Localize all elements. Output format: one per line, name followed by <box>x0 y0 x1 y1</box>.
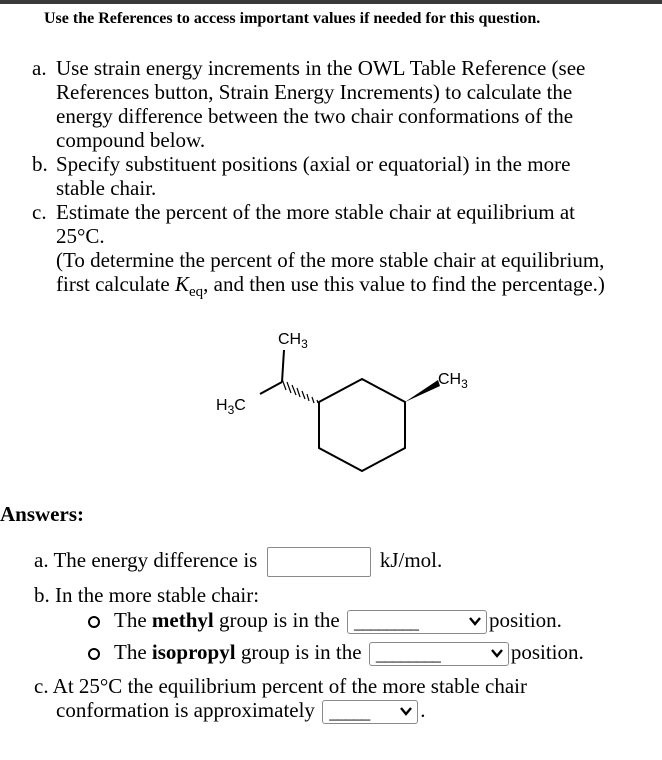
question-a-line: compound below. <box>56 128 206 152</box>
methyl-bold: methyl <box>151 608 214 632</box>
chevron-down-icon <box>490 646 504 660</box>
question-c-line: Estimate the percent of the more stable chair at equilibrium at <box>56 200 575 224</box>
cyclohexane-ring <box>319 379 405 471</box>
iso-select-value: ________ <box>375 644 440 665</box>
question-c-note-2 <box>56 272 605 304</box>
solid-wedge-bond <box>405 380 440 402</box>
bullet-icon <box>88 648 100 660</box>
chevron-down-icon <box>399 704 413 718</box>
answer-c-text: conformation is approximately <box>56 698 315 722</box>
bond-to-left-methyl <box>260 382 282 394</box>
question-b-label: b. <box>32 152 48 176</box>
answer-a-unit: kJ/mol. <box>379 547 443 572</box>
question-a-line: energy difference between the two chair conformations of the <box>56 104 574 128</box>
methyl-position-select[interactable] <box>347 610 487 634</box>
methyl-post: position. <box>488 608 562 632</box>
references-note: Use the References to access important values if needed for this question. <box>44 10 541 27</box>
answer-c-period: . <box>420 698 426 722</box>
answer-a-text: a. The energy difference is <box>34 547 258 572</box>
methyl-pre: The <box>114 608 152 632</box>
methyl-select-value: ________ <box>353 612 418 633</box>
top-border <box>0 0 662 4</box>
iso-post: position. <box>510 640 584 664</box>
question-a-label: a. <box>32 56 47 80</box>
methyl-row <box>88 608 562 634</box>
question-c-line: 25°C. <box>56 224 105 248</box>
energy-difference-input[interactable] <box>267 547 371 577</box>
question-b-line: Specify substituent positions (axial or equatorial) in the more <box>56 152 571 176</box>
bullet-icon <box>88 616 100 628</box>
bond-to-top-methyl <box>282 350 284 382</box>
chevron-down-icon <box>468 614 482 628</box>
percent-select-value: _____ <box>329 702 370 723</box>
iso-mid: group is in the <box>235 640 362 664</box>
note-text-post: , and then use this value to find the percentage.) <box>203 272 605 296</box>
question-c-note: (To determine the percent of the more stable chair at equilibrium, <box>56 248 605 272</box>
question-b-line: stable chair. <box>56 176 157 200</box>
iso-bold: isopropyl <box>151 640 236 664</box>
answer-c-line1: c. At 25°C the equilibrium percent of the more stable chair <box>34 674 527 698</box>
k-symbol: K <box>174 272 189 296</box>
percent-select[interactable] <box>322 700 418 724</box>
molecule-structure <box>200 318 500 478</box>
label-h3c-left: $H_3C$ <box>216 397 246 417</box>
answer-c-row <box>56 698 425 724</box>
hashed-wedge-bond <box>282 379 318 403</box>
question-a-line: Use strain energy increments in the OWL Table Reference (see <box>56 56 586 80</box>
iso-pre: The <box>114 640 152 664</box>
isopropyl-row <box>88 640 584 666</box>
answer-a-row <box>34 547 442 577</box>
answers-heading: Answers: <box>0 502 84 526</box>
answer-b-text: b. In the more stable chair: <box>34 583 260 607</box>
label-ch3-right: $CH_3$ <box>438 371 468 391</box>
question-c-label: c. <box>32 200 47 224</box>
note-text-pre: first calculate <box>56 272 175 296</box>
methyl-mid: group is in the <box>213 608 340 632</box>
k-subscript: eq <box>188 284 204 301</box>
label-ch3-top: $CH_3$ <box>278 331 308 351</box>
isopropyl-position-select[interactable] <box>369 642 509 666</box>
question-a-line: References button, Strain Energy Increments) to calculate the <box>56 80 573 104</box>
